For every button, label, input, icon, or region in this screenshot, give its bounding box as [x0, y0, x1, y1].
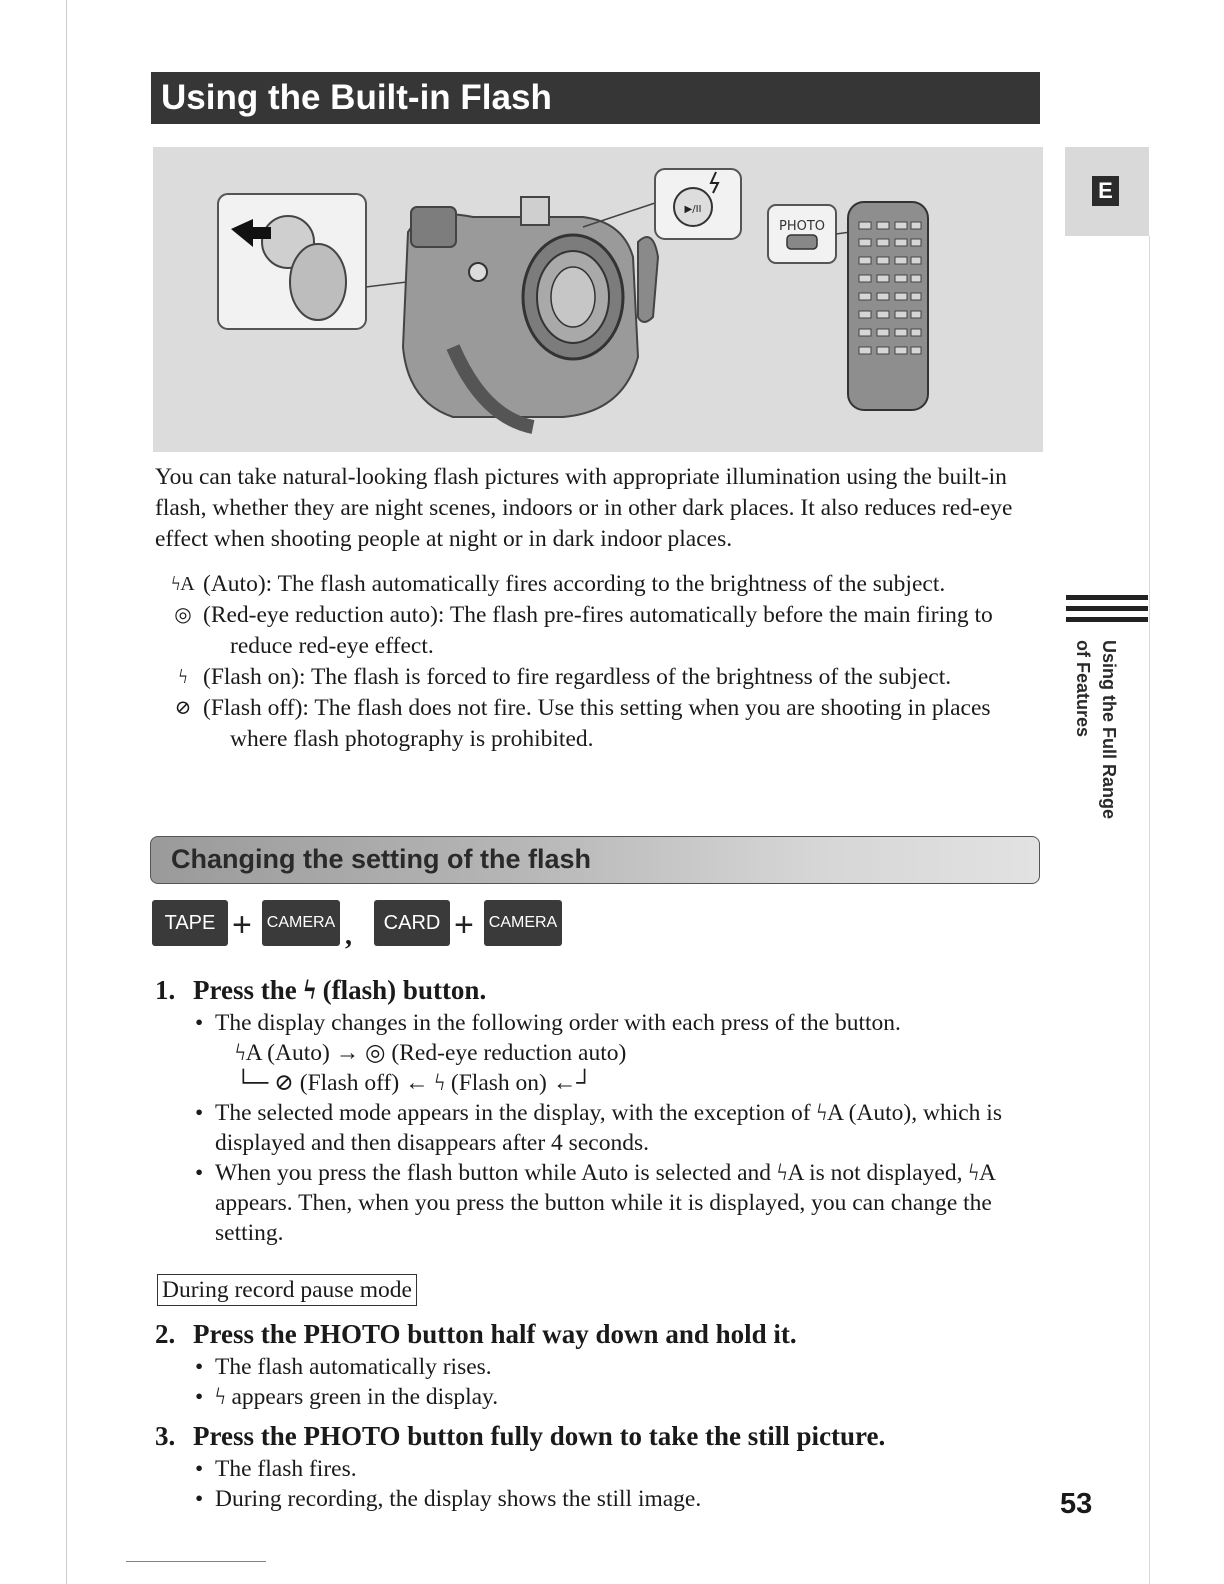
mode-sequence: ϟA (Auto) → ◎ (Red-eye reduction auto) └─ ⊘ (Flash off) ← ϟ (Flash on) ←┘ [235, 1040, 627, 1096]
subsection-title: Changing the setting of the flash [150, 836, 1040, 884]
plus-sign: + [454, 906, 474, 944]
page-number: 53 [1060, 1488, 1093, 1520]
card-key: CARD [374, 900, 450, 946]
mode-flash-off [155, 693, 1045, 755]
page-title: Using the Built-in Flash [151, 72, 1040, 124]
step-1-title: 1. Press the ϟ (flash) button. [155, 975, 487, 1005]
camcorder-illustration [153, 147, 1043, 452]
page-margin-rule [66, 0, 67, 1584]
list-item: • The flash automatically rises. [195, 1352, 1055, 1382]
steps-list [155, 972, 1055, 1514]
camera-key: CAMERA [484, 900, 562, 946]
step-2-title: 2. Press the PHOTO button half way down and hold it. [155, 1319, 797, 1349]
mode-name: (Auto): [203, 571, 273, 597]
intro-paragraph: You can take natural-looking flash pictures with appropriate illumination using the built-in flash, whether they are night scenes, indoors or in other dark places. It also reduces red-eye effect when shooting people at night or in dark indoor places. [155, 464, 1013, 552]
separator-comma: , [345, 920, 352, 951]
list-item: • ϟ appears green in the display. [195, 1382, 1055, 1412]
list-item: • The display changes in the following order with each press of the button. ϟA (Auto) → ◎ (Red-eye reduction auto) └─ ⊘ (Flash off) ← ϟ (Flash on) ←┘ [195, 1008, 1055, 1098]
play-pause-label: ▶/II [684, 204, 702, 215]
step-3-bullets [155, 1454, 1055, 1514]
photo-label: PHOTO [778, 219, 826, 234]
mode-name: (Red-eye reduction auto): [203, 602, 445, 628]
red-eye-icon: ◎ [174, 604, 192, 626]
step-1-bullets [155, 1008, 1055, 1248]
mode-description: The flash pre-fires automatically before the main firing to reduce red-eye effect. [230, 602, 993, 659]
step-3-title: 3. Press the PHOTO button fully down to take the still picture. [155, 1421, 886, 1451]
flash-mode-list [155, 569, 1045, 755]
list-item: • The flash fires. [195, 1454, 1055, 1484]
camera-key: CAMERA [262, 900, 340, 946]
mode-red-eye [155, 600, 1045, 662]
flash-auto-icon: ϟA [171, 573, 195, 595]
pause-mode-label: During record pause mode [157, 1274, 417, 1306]
mode-flash-on [155, 662, 1045, 693]
mode-name: (Flash off): [203, 695, 309, 721]
mode-description: The flash is forced to fire regardless of the brightness of the subject. [310, 664, 952, 690]
flash-off-icon: ⊘ [174, 697, 192, 719]
side-section-label: Using the Full Range of Features [1073, 640, 1119, 820]
page-edge-rule [1149, 236, 1150, 1584]
list-item: • The selected mode appears in the display, with the exception of ϟA (Auto), which is displayed and then disappears after 4 seconds. [195, 1098, 1055, 1158]
flash-on-icon: ϟ [178, 666, 188, 688]
plus-sign: + [232, 906, 252, 944]
side-section-bars [1066, 595, 1148, 628]
bottom-rule [126, 1561, 266, 1562]
mode-auto [155, 569, 1045, 600]
list-item: • During recording, the display shows the still image. [195, 1484, 1055, 1514]
mode-description: The flash automatically fires according to the brightness of the subject. [277, 571, 946, 597]
step-2-bullets [155, 1352, 1055, 1412]
mode-description: The flash does not fire. Use this setting when you are shooting in places where flash photography is prohibited. [230, 695, 991, 752]
tape-key: TAPE [152, 900, 228, 946]
section-badge: E [1092, 176, 1119, 206]
mode-name: (Flash on): [203, 664, 306, 690]
list-item: • When you press the flash button while Auto is selected and ϟA is not displayed, ϟA appears. Then, when you press the button while it is displayed, you can change the setting. [195, 1158, 1055, 1248]
